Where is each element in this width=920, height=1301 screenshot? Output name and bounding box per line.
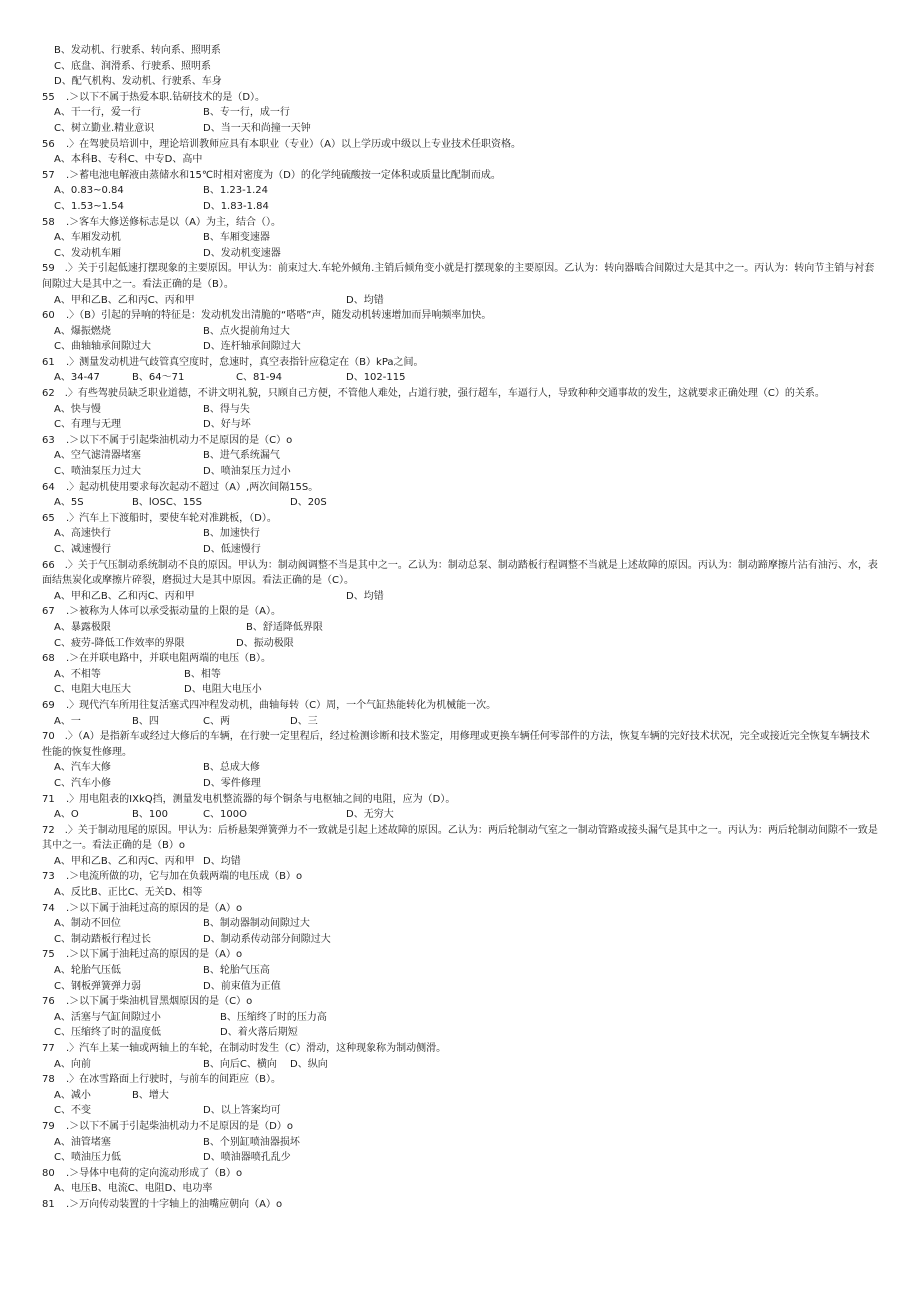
option-text: B、lOSC、15S — [132, 497, 202, 509]
options-row — [0, 1181, 920, 1197]
options-row — [0, 199, 920, 215]
option-text: D、发动机变速器 — [203, 247, 281, 259]
question-text: .〉关于气压制动系统制动不良的原因。甲认为：制动阀调整不当是其中之一。乙认为：制动总泵、制动踏板行程调整不当就是上述故障的原因。丙认为：制动蹄摩擦片沾有油污、水，表面结焦炭化或摩擦片碎裂，磨损过大是其中原因。看法正确的是（C）。 — [42, 559, 878, 587]
question-row — [0, 823, 920, 854]
option-text: C、疲劳-降低工作效率的界限 — [54, 637, 185, 649]
option-text: A、暴露极限 — [54, 621, 111, 633]
options-row — [0, 370, 920, 386]
question-row — [0, 308, 920, 324]
question-number: 69 — [42, 699, 55, 711]
option-text: D、喷油泵压力过小 — [203, 466, 291, 478]
question-number: 61 — [42, 356, 55, 368]
question-text: .＞在并联电路中，并联电阻两端的电压（B）。 — [66, 653, 272, 665]
option-text: D、1.83-1.84 — [203, 200, 269, 212]
options-row — [0, 636, 920, 652]
option-text: B、总成大修 — [203, 762, 260, 774]
question-text: .＞客车大修送修标志是以（A）为主，结合（）。 — [66, 216, 282, 228]
options-row — [0, 230, 920, 246]
question-row — [0, 480, 920, 496]
option-text: B、专一行，成一行 — [203, 107, 290, 119]
question-text: .〉现代汽车所用往复活塞式四冲程发动机，曲轴每转（C）周，一个气缸热能转化为机械能一次。 — [66, 699, 497, 711]
option-text: A、甲和乙B、乙和丙C、丙和甲 — [54, 590, 195, 602]
option-text: D、配气机构、发动机、行驶系、车身 — [54, 76, 222, 88]
option-text: B、车厢变速器 — [203, 232, 270, 244]
option-text: A、活塞与气缸间隙过小 — [54, 1011, 161, 1023]
question-number: 73 — [42, 871, 55, 883]
question-number: 81 — [42, 1198, 55, 1210]
question-row — [0, 869, 920, 885]
option-text: A、车厢发动机 — [54, 232, 121, 244]
question-row — [0, 994, 920, 1010]
question-row — [0, 729, 920, 760]
option-text: A、汽车大修 — [54, 762, 111, 774]
options-row — [0, 183, 920, 199]
question-row — [0, 511, 920, 527]
question-text: .＞以下不属于引起柴油机动力不足原因的是（C）o — [66, 434, 293, 446]
options-row — [0, 1088, 920, 1104]
question-text: .〉汽车上某一轴或两轴上的车轮，在制动时发生（C）滑动，这种现象称为制动侧滑。 — [66, 1043, 447, 1054]
option-text: A、0.83~0.84 — [54, 185, 124, 197]
question-number: 65 — [42, 512, 55, 524]
option-text: C、两 — [203, 715, 230, 727]
question-row — [0, 1197, 920, 1213]
question-row — [0, 901, 920, 917]
option-text: A、油管堵塞 — [54, 1136, 111, 1148]
options-row — [0, 682, 920, 698]
question-text: .〉在驾驶员培训中，理论培训教师应具有本职业（专业）（A）以上学历或中级以上专业技术任职资格。 — [66, 138, 522, 150]
options-row — [0, 526, 920, 542]
option-text: C、100O — [203, 809, 247, 821]
question-row — [0, 604, 920, 620]
options-row — [0, 1150, 920, 1166]
options-row — [0, 916, 920, 932]
option-text: D、前束值为正值 — [203, 980, 281, 992]
options-row — [0, 542, 920, 558]
question-text: .〉在冰雪路面上行驶时，与前车的间距应（B）。 — [66, 1074, 282, 1086]
option-text: A、向前 — [54, 1058, 91, 1070]
options-row — [0, 807, 920, 823]
option-text: D、振动极限 — [236, 637, 294, 649]
options-row — [0, 854, 920, 870]
option-text: B、四 — [132, 715, 159, 727]
options-row — [0, 495, 920, 511]
option-text: C、81-94 — [236, 372, 283, 384]
option-text: C、有理与无理 — [54, 419, 121, 431]
question-number: 75 — [42, 949, 55, 961]
question-row — [0, 386, 920, 402]
question-text: .＞电流所做的功，它与加在负载两端的电压成（B）o — [66, 871, 303, 883]
option-text: B、加速快行 — [203, 528, 260, 540]
option-text: D、均错 — [346, 590, 384, 602]
question-text: .〉（A）是指新车或经过大修后的车辆，在行驶一定里程后，经过检测诊断和技术鉴定，用修理或更换车辆任何零部件的方法，恢复车辆的完好技术状况，完全或接近完全恢复车辆技术性能的恢复性修理。 — [42, 731, 870, 758]
option-text: A、减小 — [54, 1089, 91, 1101]
options-row — [0, 760, 920, 776]
question-number: 59 — [42, 263, 55, 275]
options-row — [0, 339, 920, 355]
option-text: B、轮胎气压高 — [203, 965, 270, 977]
options-row — [0, 59, 920, 75]
option-text: A、5S — [54, 497, 84, 509]
question-text: .〉汽车上下渡船时，要使车轮对准跳板，（D）。 — [66, 512, 277, 524]
option-text: C、不变 — [54, 1105, 91, 1117]
option-text: A、干一行，爱一行 — [54, 107, 141, 119]
question-row — [0, 355, 920, 371]
question-text: .〉测量发动机进气歧管真空度时，怠速时，真空表指针应稳定在（B）kPa之间。 — [66, 356, 424, 368]
question-row — [0, 698, 920, 714]
options-row — [0, 1025, 920, 1041]
question-number: 70 — [42, 731, 55, 743]
option-text: D、零件修理 — [203, 777, 261, 789]
question-number: 55 — [42, 91, 55, 103]
option-text: C、底盘、润滑系、行驶系、照明系 — [54, 60, 211, 72]
question-text: .〉有些驾驶员缺乏职业道德，不讲文明礼貌，只顾自己方便，不管他人难处，占道行驶，强行超车，车逼行人，导致种种交通事故的发生，这就要求正确处理（C）的关系。 — [64, 388, 825, 400]
option-text: C、钢板弹簧弹力弱 — [54, 980, 141, 992]
option-text: D、好与坏 — [203, 419, 251, 431]
question-text: .〉（B）引起的异响的特征是：发动机发出清脆的“嗒嗒”声，随发动机转速增加而异响频率加快。 — [66, 310, 492, 322]
option-text: A、甲和乙B、乙和丙C、丙和甲 — [54, 294, 195, 306]
question-number: 72 — [42, 824, 55, 836]
option-text: B、向后C、横向 — [203, 1058, 277, 1070]
option-text: A、制动不回位 — [54, 918, 121, 930]
question-text: .＞以下属于油耗过高的原因的是（A）o — [66, 902, 243, 914]
question-number: 62 — [42, 388, 55, 400]
option-text: D、均错 — [346, 294, 384, 306]
options-row — [0, 402, 920, 418]
option-text: D、纵向 — [290, 1058, 328, 1070]
option-text: D、均错 — [203, 855, 241, 867]
question-text: .＞以下属于油耗过高的原因的是（A）o — [66, 949, 243, 961]
option-text: B、1.23-1.24 — [203, 185, 268, 197]
question-row — [0, 1166, 920, 1182]
options-row — [0, 776, 920, 792]
option-text: B、增大 — [132, 1089, 169, 1101]
question-number: 76 — [42, 996, 55, 1008]
option-text: D、着火落后期短 — [220, 1027, 298, 1039]
option-text: B、压缩终了时的压力高 — [220, 1011, 327, 1023]
option-text: A、O — [54, 809, 79, 821]
option-text: B、个别缸喷油器损坏 — [203, 1136, 300, 1148]
options-row — [0, 448, 920, 464]
question-text: .＞被称为人体可以承受振动量的上限的是（A）。 — [66, 606, 282, 618]
question-row — [0, 1041, 920, 1057]
option-text: D、102-115 — [346, 372, 406, 384]
option-text: D、20S — [290, 497, 327, 509]
question-number: 57 — [42, 169, 55, 181]
options-row — [0, 963, 920, 979]
option-text: B、进气系统漏气 — [203, 450, 280, 462]
question-text: .〉起动机使用要求每次起动不超过（A）,两次间隔15S。 — [66, 481, 319, 493]
question-number: 66 — [42, 559, 55, 571]
options-row — [0, 714, 920, 730]
options-row — [0, 885, 920, 901]
question-number: 74 — [42, 902, 55, 914]
question-number: 63 — [42, 434, 55, 446]
question-row — [0, 433, 920, 449]
options-row — [0, 152, 920, 168]
option-text: C、树立勤业.精业意识 — [54, 122, 155, 134]
question-text: .＞导体中电荷的定向流动形成了（B）o — [66, 1167, 243, 1179]
question-number: 64 — [42, 481, 55, 493]
question-number: 79 — [42, 1120, 55, 1132]
question-text: .＞万向传动装置的十字轴上的油嘴应朝向（A）o — [66, 1198, 283, 1210]
options-row — [0, 1010, 920, 1026]
option-text: B、发动机、行驶系、转向系、照明系 — [54, 45, 221, 56]
question-number: 67 — [42, 606, 55, 618]
question-row — [0, 947, 920, 963]
options-row — [0, 1103, 920, 1119]
question-text: .＞以下属于柴油机冒黑烟原因的是（C）o — [66, 996, 253, 1008]
question-text: .〉关于引起低速打摆现象的主要原因。甲认为：前束过大.车轮外倾角.主销后倾角变小就是打摆现象的主要原因。乙认为：转向器啮合间隙过大是其中之一。丙认为：转向节主销与衬套间隙过大是其中之一。看法正确的是（B）。 — [42, 263, 875, 290]
options-row — [0, 105, 920, 121]
option-text: D、以上答案均可 — [203, 1105, 281, 1117]
question-number: 78 — [42, 1074, 55, 1086]
option-text: C、汽车小修 — [54, 777, 111, 789]
question-row — [0, 558, 920, 589]
option-text: C、压缩终了时的温度低 — [54, 1027, 161, 1039]
question-number: 77 — [42, 1043, 55, 1054]
option-text: C、喷油泵压力过大 — [54, 466, 141, 478]
options-row — [0, 979, 920, 995]
question-number: 68 — [42, 653, 55, 665]
option-text: A、甲和乙B、乙和丙C、丙和甲 — [54, 855, 195, 867]
option-text: A、反比B、正比C、无关D、相等 — [54, 887, 203, 899]
option-text: C、喷油压力低 — [54, 1152, 121, 1164]
option-text: B、相等 — [184, 668, 221, 680]
question-row — [0, 168, 920, 184]
option-text: C、曲轴轴承间隙过大 — [54, 341, 151, 353]
options-row — [0, 417, 920, 433]
options-row — [0, 43, 920, 59]
option-text: C、1.53~1.54 — [54, 200, 124, 212]
option-text: A、电压B、电流C、电阻D、电功率 — [54, 1183, 213, 1195]
options-row — [0, 932, 920, 948]
option-text: A、本科B、专科C、中专D、高中 — [54, 154, 203, 166]
question-row — [0, 1119, 920, 1135]
option-text: B、制动器制动间隙过大 — [203, 918, 310, 930]
question-row — [0, 1072, 920, 1088]
question-row — [0, 90, 920, 106]
options-row — [0, 246, 920, 262]
option-text: A、高速快行 — [54, 528, 111, 540]
question-row — [0, 261, 920, 292]
question-number: 60 — [42, 310, 55, 322]
option-text: C、发动机车厢 — [54, 247, 121, 259]
option-text: B、得与失 — [203, 403, 250, 415]
options-row — [0, 464, 920, 480]
options-row — [0, 667, 920, 683]
options-row — [0, 589, 920, 605]
question-row — [0, 792, 920, 808]
options-row — [0, 620, 920, 636]
question-number: 71 — [42, 793, 55, 805]
question-text: .〉关于制动甩尾的原因。甲认为：后桥悬架弹簧弹力不一致就是引起上述故障的原因。乙认为：两后轮制动气室之一制动管路或接头漏气是其中之一。丙认为：两后轮制动间隙不一致是其中之一。看法正确的是（B）o — [42, 824, 878, 852]
question-number: 56 — [42, 138, 55, 150]
question-row — [0, 137, 920, 153]
option-text: C、电阻大电压大 — [54, 684, 131, 696]
question-text: .＞以下不属于热爱本职.钻研技术的是（D）。 — [66, 91, 266, 103]
option-text: B、点火提前角过大 — [203, 325, 290, 337]
question-text: .＞蓄电池电解液由蒸储水和15℃时相对密度为（D）的化学纯硫酸按一定体积或质量比配制而成。 — [66, 169, 501, 181]
option-text: A、空气滤清器堵塞 — [54, 450, 141, 462]
option-text: B、舒适降低界限 — [246, 621, 323, 633]
option-text: D、无穷大 — [346, 809, 394, 821]
option-text: A、轮胎气压低 — [54, 965, 121, 977]
option-text: D、制动系传动部分间隙过大 — [203, 933, 331, 945]
question-row — [0, 651, 920, 667]
option-text: B、100 — [132, 809, 168, 821]
question-row — [0, 215, 920, 231]
option-text: B、64～71 — [132, 372, 185, 384]
question-text: .＞以下不属于引起柴油机动力不足原因的是（D）o — [66, 1120, 293, 1132]
question-number: 58 — [42, 216, 55, 228]
option-text: A、不相等 — [54, 668, 101, 680]
option-text: C、减速慢行 — [54, 544, 111, 555]
option-text: D、当一天和尚撞一天钟 — [203, 122, 311, 134]
option-text: A、爆振燃烧 — [54, 325, 111, 337]
option-text: D、低速慢行 — [203, 544, 261, 555]
option-text: D、电阻大电压小 — [184, 684, 262, 696]
options-row — [0, 74, 920, 90]
option-text: C、制动踏板行程过长 — [54, 933, 151, 945]
question-number: 80 — [42, 1167, 55, 1179]
option-text: D、连杆轴承间隙过大 — [203, 341, 301, 353]
options-row — [0, 121, 920, 137]
question-list — [0, 43, 920, 1213]
option-text: A、34-47 — [54, 372, 100, 384]
options-row — [0, 1057, 920, 1073]
option-text: A、快与慢 — [54, 403, 101, 415]
option-text: D、三 — [290, 715, 318, 727]
question-text: .〉用电阻表的IXkQ挡，测量发电机整流器的每个铜条与电枢轴之间的电阻，应为（D）。 — [66, 793, 456, 805]
option-text: A、一 — [54, 715, 81, 727]
options-row — [0, 324, 920, 340]
option-text: D、喷油器喷孔乱少 — [203, 1152, 291, 1164]
options-row — [0, 293, 920, 309]
options-row — [0, 1135, 920, 1151]
